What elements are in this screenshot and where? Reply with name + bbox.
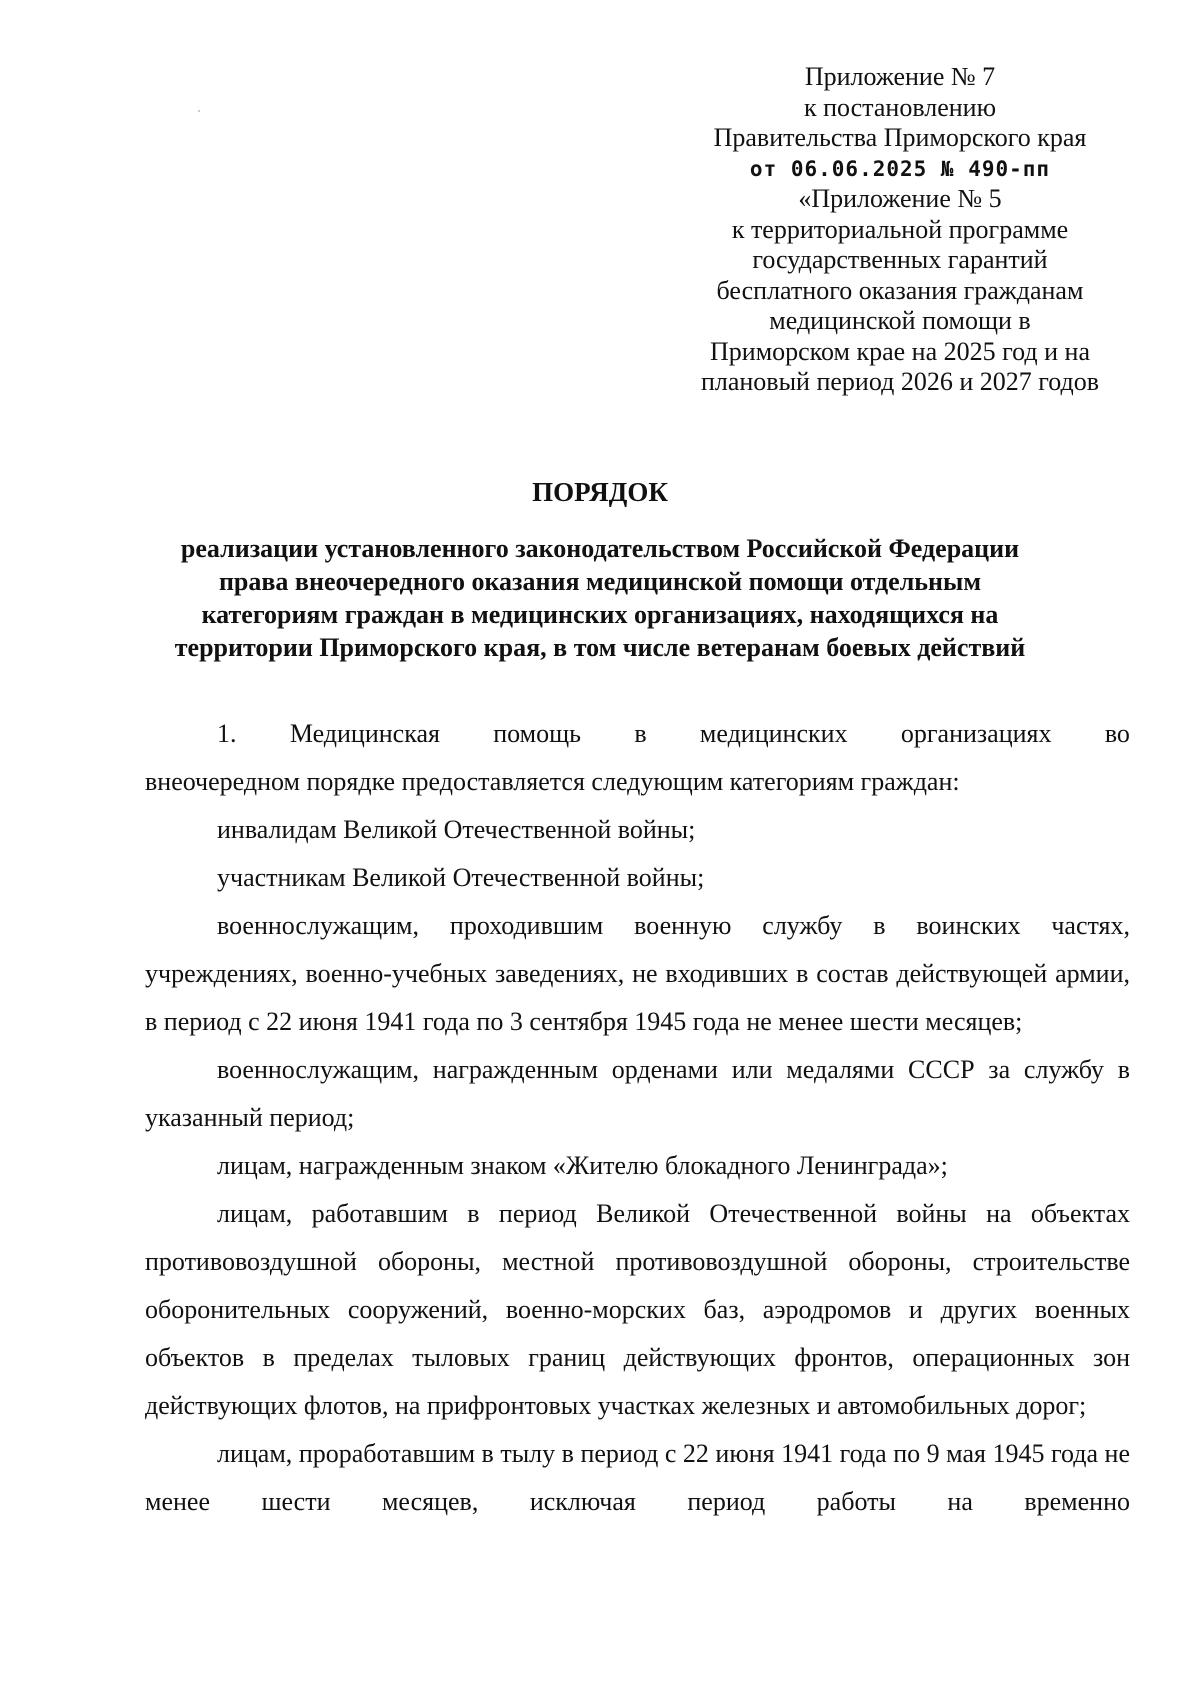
- header-line: медицинской помощи в: [769, 306, 1031, 335]
- document-title: ПОРЯДОК: [532, 477, 668, 507]
- subtitle-line: территории Приморского края, в том числе ветеранам боевых действий: [174, 633, 1026, 662]
- category-paragraph: военнослужащим, награжденным орденами или медалями СССР за службу в указанный период;: [145, 1055, 1130, 1132]
- scan-speck: [198, 110, 200, 112]
- item-1-continuation: внеочередном порядке предоставляется следующим категориям граждан:: [145, 767, 960, 796]
- item-word: в: [634, 719, 647, 748]
- subtitle-line: категориям граждан в медицинских организациях, находящихся на: [201, 600, 999, 629]
- category-paragraph: лицам, проработавшим в тылу в период с 22 июня 1941 года по 9 мая 1945 года не менее шести месяцев, исключая период работы на временно: [145, 1439, 1130, 1516]
- category-paragraph: военнослужащим, проходившим военную службу в воинских частях, учреждениях, военно-учебных заведениях, не входивших в состав действующей армии, в период с 22 июня 1941 года по 3 сентября 1945 года не менее шести месяцев;: [145, 911, 1130, 1036]
- header-line: бесплатного оказания гражданам: [716, 275, 1084, 305]
- item-word: организациях: [900, 719, 1052, 748]
- header-line: государственных гарантий: [752, 245, 1048, 274]
- category-paragraph: инвалидам Великой Отечественной войны;: [217, 815, 696, 844]
- header-line: плановый период 2026 и 2027 годов: [700, 367, 1100, 396]
- document-subtitle: [130, 532, 1070, 664]
- item-word: помощь: [493, 719, 582, 748]
- item-word: во: [1104, 719, 1130, 748]
- header-line: Приморском крае на 2025 год и на: [710, 336, 1090, 366]
- item-word: медицинских: [699, 719, 848, 748]
- item-number: 1.: [217, 719, 237, 748]
- item-word: Медицинская: [289, 719, 440, 748]
- subtitle-line: права внеочередного оказания медицинской помощи отдельным: [218, 567, 982, 596]
- document-body: [145, 710, 1130, 1526]
- category-paragraph: участникам Великой Отечественной войны;: [217, 863, 705, 892]
- header-line: к постановлению: [803, 92, 997, 122]
- header-line: к территориальной программе: [731, 214, 1069, 244]
- header-line: Правительства Приморского края: [713, 123, 1087, 152]
- item-1-first-line: [145, 710, 1130, 758]
- header-line: «Приложение № 5: [798, 184, 1002, 213]
- category-paragraph: лицам, награжденным знаком «Жителю блокадного Ленинграда»;: [217, 1151, 948, 1180]
- header-line: Приложение № 7: [804, 62, 996, 91]
- appendix-header: [660, 62, 1140, 398]
- subtitle-line: реализации установленного законодательством Российской Федерации: [180, 534, 1020, 563]
- category-paragraph: лицам, работавшим в период Великой Отечественной войны на объектах противовоздушной обороны, местной противовоздушной обороны, строительстве оборонительных сооружений, военно-морских баз, аэродромов и других военных объектов в пределах тыловых границ действующих фронтов, операционных зон действующих флотов, на прифронтовых участках железных и автомобильных дорог;: [145, 1199, 1130, 1420]
- resolution-number-stamp: от 06.06.2025 № 490-пп: [749, 156, 1051, 181]
